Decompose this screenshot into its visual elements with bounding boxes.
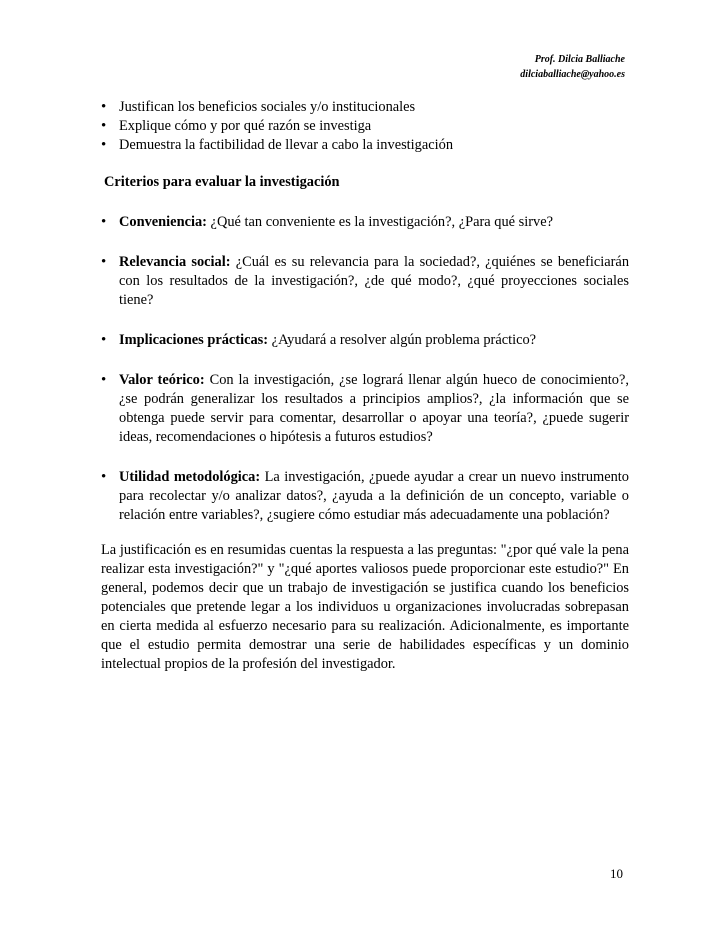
- criteria-term: Implicaciones prácticas:: [119, 332, 269, 348]
- criteria-item-relevancia-social: [101, 253, 629, 310]
- criteria-term: Conveniencia:: [119, 214, 207, 230]
- criteria-item-conveniencia: [101, 213, 629, 232]
- author-name: Prof. Dilcia Balliache: [534, 54, 625, 65]
- page-number: 10: [610, 866, 623, 881]
- criteria-text: Con la investigación, ¿se logrará llenar algún hueco de conocimiento?, ¿se podrán generalizar los resultados a principios amplios?, ¿la información que se obtenga puede servir para comentar, desarrollar o apoyar una teoría?, ¿puede sugerir ideas, recomendaciones o hipótesis a futuros estudios?: [119, 372, 629, 445]
- list-item: • Justifican los beneficios sociales y/o institucionales: [101, 98, 629, 117]
- criteria-text: ¿Ayudará a resolver algún problema práctico?: [268, 332, 537, 348]
- closing-paragraph: La justificación es en resumidas cuentas la respuesta a las preguntas: "¿por qué vale la pena realizar esta investigación?" y "¿qué aportes valiosos puede proporcionar este estudio?" En general, podemos decir que un trabajo de investigación se justifica cuando los beneficios potenciales que pretende legar a los individuos u organizaciones involucradas sobrepasan en cierta medida al esfuerzo necesario para su realización. Adicionalmente, es importante que el estudio permita demostrar una serie de habilidades específicas y un dominio intelectual propios de la profesión del investigador.: [101, 542, 629, 672]
- intro-list: [101, 98, 629, 155]
- list-item: • Explique cómo y por qué razón se investiga: [101, 117, 629, 136]
- criteria-list: [101, 213, 629, 525]
- author-email: dilciaballiache@yahoo.es: [520, 69, 625, 80]
- criteria-item-valor-teorico: [101, 371, 629, 447]
- criteria-item-utilidad-metodologica: [101, 468, 629, 525]
- list-item: • Demuestra la factibilidad de llevar a cabo la investigación: [101, 136, 629, 155]
- section-heading: Criterios para evaluar la investigación: [104, 174, 340, 190]
- criteria-term: Utilidad metodológica:: [119, 469, 261, 485]
- criteria-item-implicaciones-practicas: [101, 331, 629, 350]
- criteria-text: ¿Qué tan conveniente es la investigación?, ¿Para qué sirve?: [206, 214, 553, 230]
- criteria-text: La investigación, ¿puede ayudar a crear un nuevo instrumento para recolectar y/o analizar datos?, ¿ayuda a la definición de un concepto, variable o relación entre variables?, ¿sugiere cómo estudiar más adecuadamente una población?: [119, 469, 629, 523]
- criteria-term: Relevancia social:: [119, 254, 231, 270]
- document-body: [101, 98, 629, 674]
- page-header: [520, 52, 625, 82]
- criteria-term: Valor teórico:: [119, 372, 205, 388]
- criteria-text: ¿Cuál es su relevancia para la sociedad?, ¿quiénes se beneficiarán con los resultados de la investigación?, ¿de qué modo?, ¿qué proyecciones sociales tiene?: [119, 254, 630, 308]
